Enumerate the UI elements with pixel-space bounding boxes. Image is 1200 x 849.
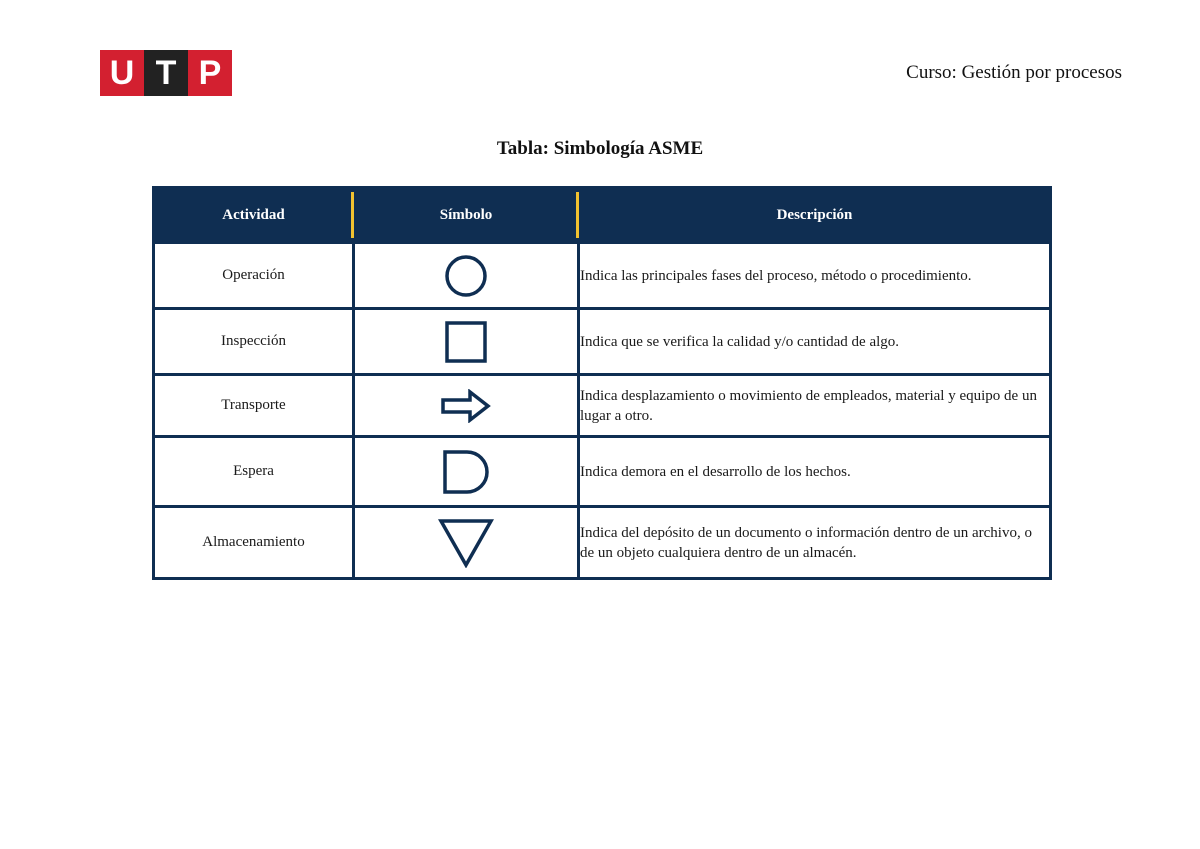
- triangle-down-icon: [438, 518, 494, 568]
- table-row: [154, 309, 1051, 375]
- activity-cell: Almacenamiento: [154, 507, 354, 579]
- column-header-descripcion: [579, 188, 1051, 243]
- table-row: [154, 375, 1051, 437]
- table-row: [154, 243, 1051, 309]
- description-cell: Indica del depósito de un documento o información dentro de un archivo, o de un objeto cualquiera dentro de un almacén.: [579, 507, 1051, 579]
- symbol-cell: [354, 375, 579, 437]
- activity-cell: Espera: [154, 437, 354, 507]
- column-header-label: Descripción: [776, 206, 853, 223]
- table-row: [154, 507, 1051, 579]
- description-cell: Indica desplazamiento o movimiento de empleados, material y equipo de un lugar a otro.: [579, 375, 1051, 437]
- symbol-cell: [354, 309, 579, 375]
- activity-cell: Operación: [154, 243, 354, 309]
- symbol-cell: [354, 437, 579, 507]
- table-row: [154, 437, 1051, 507]
- d-shape-icon: [442, 449, 490, 495]
- activity-cell: Inspección: [154, 309, 354, 375]
- logo-letter-p: P: [188, 50, 232, 96]
- description-cell: Indica que se verifica la calidad y/o cantidad de algo.: [579, 309, 1051, 375]
- column-header-label: Actividad: [222, 206, 285, 223]
- table-header-row: [154, 188, 1051, 243]
- column-header-actividad: [154, 188, 354, 243]
- logo-letter-t: T: [144, 50, 188, 96]
- logo-letter-u: U: [100, 50, 144, 96]
- symbol-cell: [354, 243, 579, 309]
- square-icon: [444, 320, 488, 364]
- description-cell: Indica las principales fases del proceso, método o procedimiento.: [579, 243, 1051, 309]
- arrow-right-icon: [440, 389, 492, 423]
- activity-cell: Transporte: [154, 375, 354, 437]
- symbol-cell: [354, 507, 579, 579]
- circle-icon: [442, 255, 490, 297]
- course-label: Curso: Gestión por procesos: [906, 62, 1122, 83]
- column-header-simbolo: [354, 188, 579, 243]
- table-title: Tabla: Simbología ASME: [496, 138, 704, 159]
- description-cell: Indica demora en el desarrollo de los hechos.: [579, 437, 1051, 507]
- asme-symbol-table: [152, 186, 1052, 580]
- column-header-label: Símbolo: [439, 206, 493, 223]
- utp-logo: [100, 50, 232, 96]
